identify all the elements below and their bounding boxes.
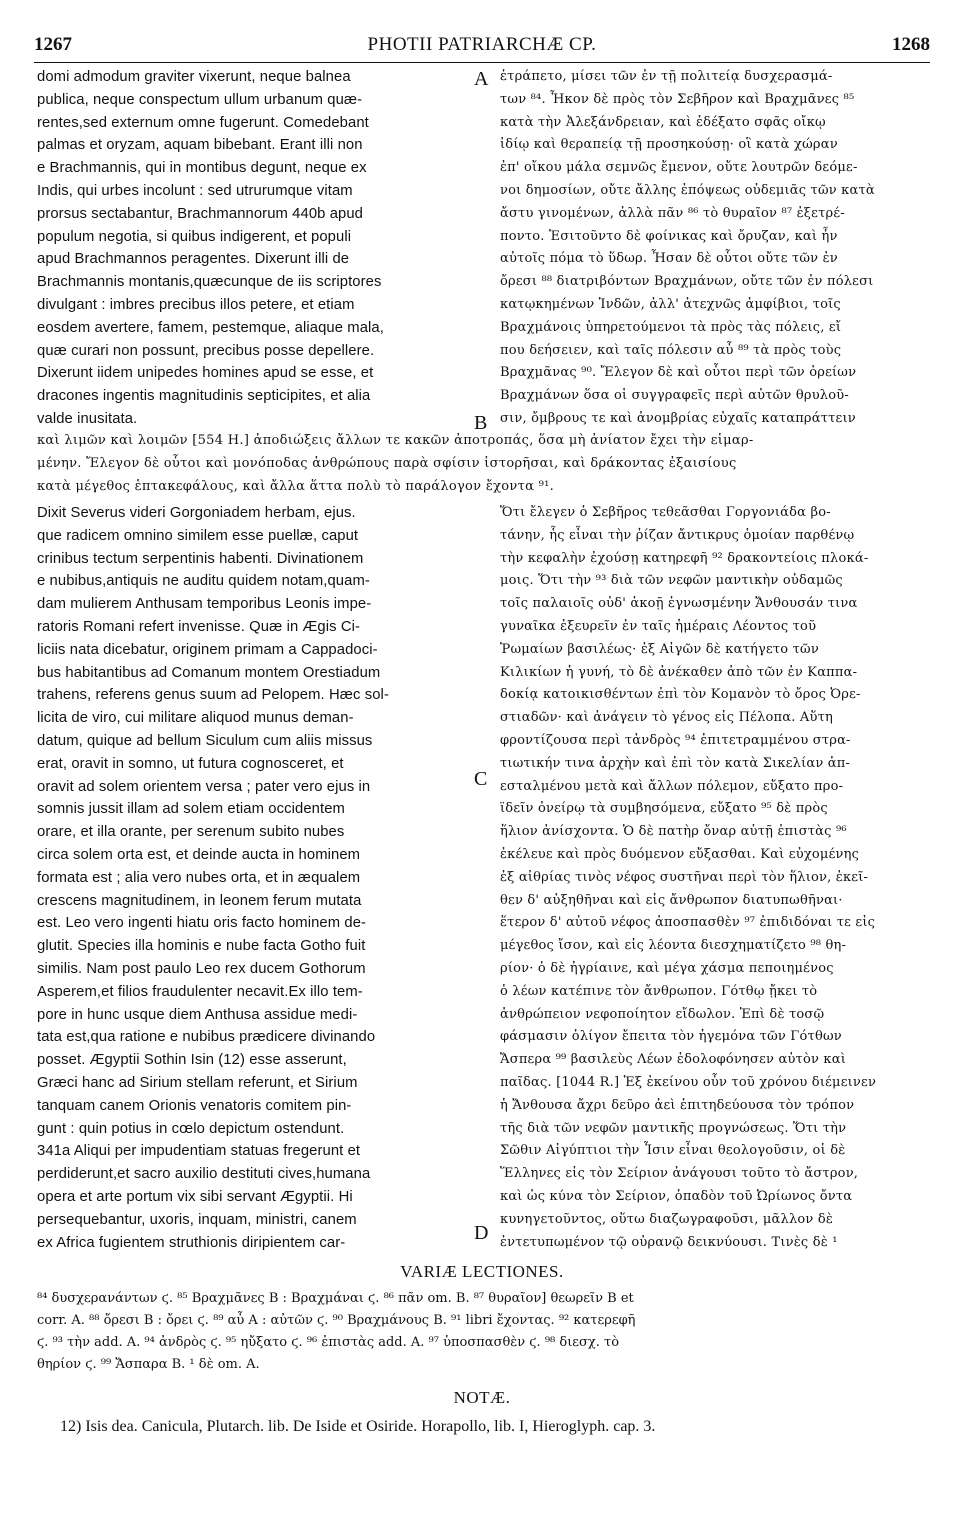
greek-text-line: ἐντετυπωμένον τῷ οὐρανῷ δεικνύουσι. Τινὲς δὲ ¹ xyxy=(500,1234,838,1250)
left-page-number: 1267 xyxy=(34,34,72,55)
greek-text-line: Βραχμάνοις ὑπηρετούμενοι τὰ πρὸς τὰς πόλεις, εἴ xyxy=(500,319,842,335)
latin-text-line: que radicem omnino similem esse puellæ, caput xyxy=(37,527,359,544)
greek-text-line: ὁ λέων κατέπινε τὸν ἄνθρωπον. Γότθῳ ᾔκει τὸ xyxy=(500,983,818,999)
greek-text-line: ἐτράπετο, μίσει τῶν ἐν τῇ πολιτείᾳ δυσχερασμά- xyxy=(500,69,833,84)
greek-text-line: καὶ λιμῶν καὶ λοιμῶν [554 H.] ἀποδιώξεις ἄλλων τε κακῶν ἀποτροπάς, ὅσα μὴ ἀνίατον ἔχει τὴν εἱμαρ- xyxy=(37,433,754,448)
greek-text-line: ἰδίῳ καὶ θεραπείᾳ τῇ προσηκούσῃ· οἳ κατὰ χώραν xyxy=(500,137,838,153)
right-page-number: 1268 xyxy=(892,34,930,55)
latin-text-line: tanquam canem Orionis venatoris comitem pin- xyxy=(37,1097,352,1114)
greek-text-line: των ⁸⁴. Ἧκον δὲ πρὸς τὸν Σεβῆρον καὶ Βραχμᾶνες ⁸⁵ xyxy=(500,91,855,107)
greek-text-line: τιωτικήν τινα ἀρχὴν καὶ ἐπὶ τὸν κατὰ Σικελίαν ἀπ- xyxy=(500,755,851,771)
latin-text-line: posset. Ægyptii Sothin Isin (12) esse asserunt, xyxy=(37,1052,347,1069)
greek-text-line: θεν δ' αὐξηθῆναι καὶ εἰς ἄνθρωπον διατυπωθῆναι· xyxy=(500,892,843,908)
notae-lines xyxy=(60,1416,930,1438)
latin-text-line: valde inusitata. xyxy=(37,410,138,427)
latin-text-line: dracones ingentis magnitudinis septicipites, et alia xyxy=(37,388,371,405)
running-title: PHOTII PATRIARCHÆ CP. xyxy=(367,34,597,55)
latin-text-line: e nubibus,antiquis ne auditu quidem notam,quam- xyxy=(37,573,370,590)
greek-text-line: ϊδεῖν ὀνείρῳ τὰ συμβησόμενα, εὔξατο ⁹⁵ δὲ πρὸς xyxy=(500,801,828,817)
latin-text-line: Græci hanc ad Sirium stellam referunt, et Sirium xyxy=(37,1074,358,1091)
greek-text-line: τῆς διὰ τῶν νεφῶν μαντικῆς προγνώσεως. Ὅτι τὴν xyxy=(500,1120,847,1136)
greek-text-line: ποντο. Ἐσιτοῦντο δὲ φοίνικας καὶ ὄρυζαν, καὶ ἦν xyxy=(500,228,838,244)
latin-text-line: persequebantur, uxoris, inquam, ministri, canem xyxy=(37,1211,357,1228)
greek-text-line: ἐκέλευε καὶ πρὸς δυόμενον εὔξασθαι. Καὶ εὐχομένης xyxy=(500,846,860,862)
latin-text-line: orare, et illa orante, per serenum subito nubes xyxy=(37,824,345,841)
latin-text-line: domi admodum graviter vixerunt, neque balnea xyxy=(37,69,351,85)
latin-text-line: 341a Aliqui per impudentiam statuas fregerunt et xyxy=(37,1143,361,1160)
variant-reading-line: corr. A. ⁸⁸ ὄρεσι B : ὄρει ϛ. ⁸⁹ αὖ A : αὐτῶν ϛ. ⁹⁰ Βραχμάνους B. ⁹¹ libri ἔχοντας. ⁹² κατερεφῆ xyxy=(37,1313,636,1328)
greek-text-line: κατὰ τὴν Ἀλεξάνδρειαν, καὶ ἐδέξατο σφᾶς οἴκῳ xyxy=(500,114,826,130)
latin-text-line: prorsus sectabantur, Brachmannorum 440b apud xyxy=(37,205,364,222)
greek-text-line: κυνηγετοῦντος, οὕτω διαζωγραφοῦσι, μᾶλλον δὲ xyxy=(500,1211,834,1227)
greek-text-line: σιν, ὄμβρους τε καὶ ἀνομβρίας εὐχαῖς καταπράττειν xyxy=(500,410,856,426)
greek-text-line: Κιλικίων ἡ γυνή, τὸ δὲ ἀνέκαθεν ἀπὸ τῶν ἐν Καππα- xyxy=(500,664,858,680)
greek-text-line: καὶ ὡς κύνα τὸν Σείριον, ὀπαδὸν τοῦ Ὠρίωνος ὄντα xyxy=(500,1188,853,1204)
latin-text-line: somnis jussit illam ad solem etiam occidentem xyxy=(37,801,345,818)
latin-text-line: licita de viro, cui militare aliquod munus deman- xyxy=(37,710,354,727)
variant-reading-line: θηρίον ϛ. ⁹⁹ Ἄσπαρα B. ¹ δὲ om. A. xyxy=(37,1357,260,1372)
margin-marker-a: A xyxy=(474,68,489,90)
latin-text-line: formata est ; alia vero nubes orta, et in æqualem xyxy=(37,869,361,886)
latin-text-line: similis. Nam post paulo Leo rex ducem Gothorum xyxy=(37,960,366,977)
variant-reading-line: ⁸⁴ δυσχερανάντων ϛ. ⁸⁵ Βραχμᾶνες B : Βραχμάναι ϛ. ⁸⁶ πᾶν om. B. ⁸⁷ θυραῖον] θεωρεῖν B et xyxy=(37,1291,634,1306)
greek-text-line: Ῥωμαίων βασιλέως· ἐξ Αἰγῶν δὲ κατήγετο τῶν xyxy=(500,641,819,657)
latin-text-line: ratoris Romani refert invenisse. Quæ in Ægis Ci- xyxy=(37,618,361,635)
greek-text-line: ὄρεσι ⁸⁸ διατριβόντων Βραχμάνων, οὔτε τῶν ἐν πόλεσι xyxy=(500,274,874,290)
greek-text-line: γυναῖκα ἐξευρεῖν ἐν ταῖς ἡμέραις Λέοντος τοῦ xyxy=(500,618,817,634)
latin-text-line: Indis, qui urbes incolunt : sed utrurumque vitam xyxy=(37,182,353,199)
latin-text-line: pore in hunc usque diem Anthusa assidue medi- xyxy=(37,1006,358,1023)
greek-column-top xyxy=(500,66,930,431)
greek-text-line: φάσμασιν ὀλίγον ἔπειτα τὸν ἡγεμόνα τῶν Γότθων xyxy=(500,1029,842,1045)
latin-column-bottom xyxy=(37,502,469,1254)
greek-text-line: μένην. Ἔλεγον δὲ οὗτοι καὶ μονόποδας ἀνθρώπους παρὰ σφίσιν ἱστορῆσαι, καὶ δράκοντας ἐξαισίους xyxy=(37,455,737,471)
greek-text-line: ἄστυ γινομένων, ἀλλὰ πᾶν ⁸⁶ τὸ θυραῖον ⁸⁷ ἐξετρέ- xyxy=(500,205,845,221)
running-header xyxy=(34,34,930,60)
latin-text-line: opera et arte portum vix sibi servant Ægyptii. Hi xyxy=(37,1188,353,1205)
latin-text-line: dam mulierem Anthusam temporibus Leonis impe- xyxy=(37,596,372,613)
greek-text-line: που δεήσειεν, καὶ ταῖς πόλεσιν αὖ ⁸⁹ τὰ πρὸς τοὺς xyxy=(500,342,842,358)
greek-text-line: ἥλιον ἀνίσχοντα. Ὁ δὲ πατὴρ ὄναρ αὐτῇ ἐπιστὰς ⁹⁶ xyxy=(500,824,847,840)
greek-text-line: ἀνθρώπειον νεφοποίητον εἴδωλον. Ἐπὶ δὲ τοσῷ xyxy=(500,1006,825,1022)
greek-text-line: ρίον· ὁ δὲ ἠγρίαινε, καὶ μέγα χάσμα πεποιημένος xyxy=(500,960,834,976)
greek-text-line: κατὰ μέγεθος ἑπτακεφάλους, καὶ ἄλλα ἅττα πολὺ τὸ παράλογον ἔχοντα ⁹¹. xyxy=(37,478,555,494)
margin-marker-d: D xyxy=(474,1222,489,1244)
latin-text-line: quæ curari non possunt, precibus posse depellere. xyxy=(37,342,375,359)
greek-column-bottom xyxy=(500,502,930,1254)
latin-text-line: populum negotia, si quibus indigerent, et populi xyxy=(37,228,352,245)
note-line: 12) Isis dea. Canicula, Plutarch. lib. De Iside et Osiride. Horapollo, lib. I, Hieroglyph. cap. 3. xyxy=(60,1418,656,1435)
latin-text-line: e Brachmannis, qui in montibus degunt, neque ex xyxy=(37,160,367,177)
latin-text-line: rentes,sed externum omne fugerunt. Comedebant xyxy=(37,114,369,131)
greek-text-line: νοι δημοσίων, οὔτε ἄλλης ἐπόψεως οὐδεμιᾶς τῶν κατὰ xyxy=(500,182,875,198)
greek-text-line: Ἄσπερα ⁹⁹ βασιλεὺς Λέων ἐδολοφόνησεν αὐτὸν καὶ xyxy=(500,1052,847,1068)
latin-text-line: ex Africa fugientem struthionis diripientem car- xyxy=(37,1234,346,1251)
latin-text-line: liciis nata dicebatur, originem primam a Cappadoci- xyxy=(37,641,378,658)
margin-marker-b: B xyxy=(474,412,488,434)
greek-text-line: μοις. Ὅτι τὴν ⁹³ διὰ τῶν νεφῶν μαντικὴν οὐδαμῶς xyxy=(500,573,843,589)
latin-text-line: est. Leo vero ingenti hiatu oris facto hominem de- xyxy=(37,915,367,932)
greek-text-line: στιαδῶν· καὶ ἀνάγειν τὸ γένος εἰς Πέλοπα. Αὕτη xyxy=(500,710,834,726)
greek-text-line: τοῖς παλαιοῖς οὐδ' ἀκοῇ ἐγνωσμένην Ἄνθουσάν τινα xyxy=(500,596,858,612)
latin-text-line: Dixerunt iidem unipedes homines apud se esse, et xyxy=(37,365,374,382)
latin-text-line: glutit. Species illa hominis e nube facta Gotho fuit xyxy=(37,938,366,955)
latin-text-line: perdiderunt,et sacro auxilio destituti cives,humana xyxy=(37,1166,371,1183)
greek-text-line: αὐτοῖς πόμα τὸ ὕδωρ. Ἦσαν δὲ οὗτοι οὔτε τῶν ἐν xyxy=(500,251,838,267)
latin-text-line: datum, quique ad bellum Siculum cum aliis missus xyxy=(37,732,373,749)
greek-text-line: κατῳκημένων Ἰνδῶν, ἀλλ' ἀτεχνῶς ἀμφίβιοι, τοῖς xyxy=(500,296,841,312)
greek-text-line: ἐξ αἰθρίας τινὸς νέφος συστῆναι περὶ τὸν ἥλιον, ἐκεῖ- xyxy=(500,869,869,885)
latin-text-line: trahens, referens genus suum ad Pelopem. Hæc sol- xyxy=(37,687,389,704)
latin-text-line: bus habitantibus ad Comanum montem Orestiadum xyxy=(37,664,381,681)
greek-text-line: Βραχμάνων ὅσα οἱ συγγραφεῖς περὶ αὐτῶν θρυλοῦ- xyxy=(500,388,849,404)
latin-text-line: oravit ad solem orientem versa ; pater vero ejus in xyxy=(37,778,371,795)
latin-text-line: crescens magnitudinem, in leonem ferum mutata xyxy=(37,892,362,909)
latin-text-line: circa solem orta est, et deinde aucta in hominem xyxy=(37,846,361,863)
latin-text-line: Brachmannis montanis,quæcunque de iis scriptores xyxy=(37,274,382,291)
greek-text-line: ἡ Ἄνθουσα ἄχρι δεῦρο ἀεὶ ἐπιτηδεύουσα τὸν τρόπον xyxy=(500,1097,855,1113)
variae-heading: VARIÆ LECTIONES. xyxy=(400,1262,564,1281)
greek-text-line: ἐπ' οἴκου μάλα σεμνῶς ἔμενον, οὔτε λουτρῶν δεόμε- xyxy=(500,160,858,176)
greek-full-width xyxy=(37,430,930,498)
greek-text-line: Βραχμᾶνας ⁹⁰. Ἔλεγον δὲ καὶ οὗτοι περὶ τῶν ὀρείων xyxy=(500,365,857,381)
notae-heading: NOTÆ. xyxy=(453,1388,511,1407)
greek-text-line: Σῶθιν Αἰγύπτιοι τὴν Ἶσιν εἶναι θεολογοῦσιν, οἱ δὲ xyxy=(500,1143,846,1159)
greek-text-line: φροντίζουσα περὶ τἀνδρὸς ⁹⁴ ἐπιτετραμμένου στρα- xyxy=(500,732,851,748)
greek-text-line: εσταλμένου μετὰ καὶ ἄλλων πόλεμον, εὔξατο προ- xyxy=(500,778,844,794)
latin-text-line: erat, oravit in somno, ut futura cognosceret, et xyxy=(37,755,344,772)
latin-text-line: crinibus tectum serpentinis habenti. Divinationem xyxy=(37,550,364,567)
greek-text-line: τάνην, ἧς εἶναι τὴν ῥίζαν ἄντικρυς ὁμοίαν παρθένῳ xyxy=(500,527,855,543)
greek-text-line: δοκίᾳ κατοικισθέντων ἐπὶ τὸν Κομανὸν τὸ ὄρος Ὀρε- xyxy=(500,687,861,703)
greek-text-line: τὴν κεφαλὴν ἐχούσῃ κατηρεφῆ ⁹² δρακοντείοις πλοκά- xyxy=(500,550,869,566)
latin-text-line: publica, neque conspectum ullum urbanum quæ- xyxy=(37,91,363,108)
header-rule xyxy=(34,62,930,63)
latin-text-line: eosdem avertere, famem, pestemque, aliaque mala, xyxy=(37,319,384,336)
latin-text-line: Dixit Severus videri Gorgoniadem herbam, ejus. xyxy=(37,505,356,521)
latin-column-top xyxy=(37,66,469,431)
variae-lines xyxy=(37,1288,930,1376)
greek-text-line: Ὅτι ἔλεγεν ὁ Σεβῆρος τεθεᾶσθαι Γοργονιάδα βο- xyxy=(500,505,831,520)
latin-text-line: palmas et oryzam, aquam bibebant. Erant illi non xyxy=(37,137,363,154)
latin-text-line: Asperem,et filios fraudulenter necavit.Ex illo tem- xyxy=(37,983,363,1000)
greek-text-line: παῖδας. [1044 R.] Ἐξ ἐκείνου οὖν τοῦ χρόνου διέμεινεν xyxy=(500,1074,877,1090)
latin-text-line: gunt : quin potius in cœlo depictum ostendunt. xyxy=(37,1120,345,1137)
latin-text-line: tata est,qua ratione e nubibus prædicere divinando xyxy=(37,1029,376,1046)
greek-text-line: Ἕλληνες εἰς τὸν Σείριον ἀνάγουσι τοῦτο τὸ ἄστρον, xyxy=(500,1166,859,1182)
variant-reading-line: ϛ. ⁹³ τὴν add. A. ⁹⁴ ἀνδρὸς ϛ. ⁹⁵ ηὔξατο ϛ. ⁹⁶ ἐπιστὰς add. A. ⁹⁷ ὑποσπασθὲν ϛ. ⁹⁸ διεσχ. τὸ xyxy=(37,1335,620,1350)
greek-text-line: ἕτερον δ' αὐτοῦ νέφος ἀποσπασθὲν ⁹⁷ ἐπιδιδόναι τε εἰς xyxy=(500,915,876,931)
latin-text-line: apud Brachmannos peragentes. Dixerunt illi de xyxy=(37,251,350,268)
greek-text-line: μέγεθος ἴσον, καὶ εἰς λέοντα διεσχηματίζετο ⁹⁸ θη- xyxy=(500,938,847,954)
latin-text-line: divulgant : imbres precibus illos petere, et etiam xyxy=(37,296,355,313)
margin-marker-c: C xyxy=(474,768,488,790)
